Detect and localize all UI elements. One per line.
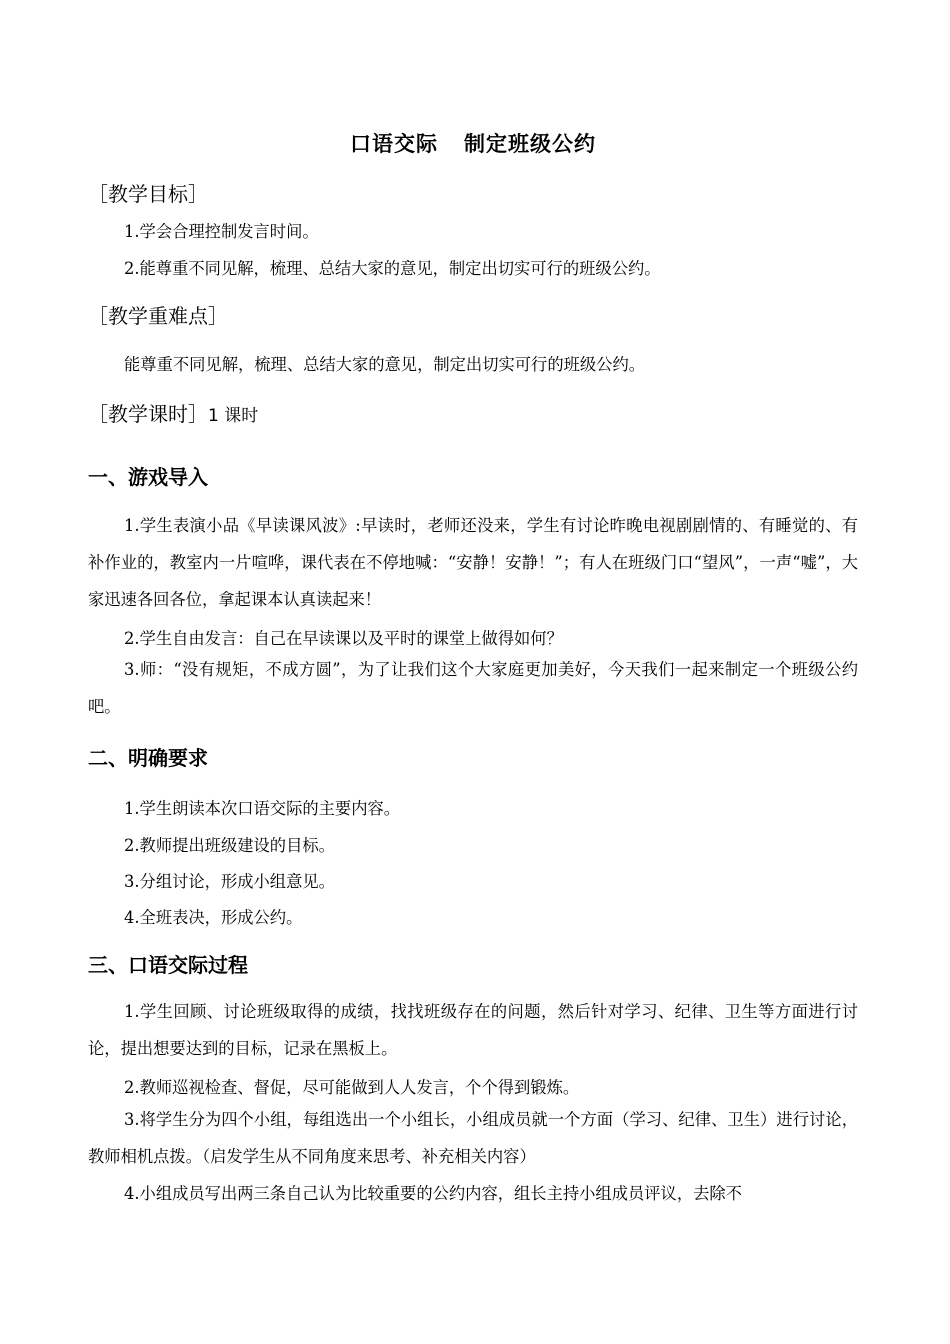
section-3-heading: 三、口语交际过程: [88, 953, 248, 977]
section-2-item-1: 1.学生朗读本次口语交际的主要内容。: [124, 799, 401, 818]
section-3-paragraph-3: 3.将学生分为四个小组，每组选出一个小组长，小组成员就一个方面（学习、纪律、卫生）进行讨论，教师相机点拨。（启发学生从不同角度来思考、补充相关内容）: [88, 1110, 858, 1166]
title-part-1: 口语交际: [350, 132, 438, 156]
goal-item-1: 1.学会合理控制发言时间。: [124, 222, 319, 241]
section-1-heading: 一、游戏导入: [88, 465, 208, 489]
goals-label: ［教学目标］: [88, 182, 208, 206]
section-2-item-3: 3.分组讨论，形成小组意见。: [124, 872, 335, 891]
section-2-item-2: 2.教师提出班级建设的目标。: [124, 836, 335, 855]
section-1-paragraph-2: 2.学生自由发言：自己在早读课以及平时的课堂上做得如何？: [124, 629, 563, 648]
section-2-item-4: 4.全班表决，形成公约。: [124, 908, 303, 927]
document-title: [88, 128, 858, 158]
section-2-heading: 二、明确要求: [88, 746, 208, 770]
title-part-2: 制定班级公约: [464, 132, 596, 156]
section-1-paragraph-1: 1.学生表演小品《早读课风波》:早读时，老师还没来，学生有讨论昨晚电视剧剧情的、有睡觉的、有补作业的，教室内一片喧哗，课代表在不停地喊：“安静！安静！”；有人在班级门口“望风”，一声“嘘”，大家迅速各回各位，拿起课本认真读起来！: [88, 516, 858, 609]
section-3-paragraph-4: 4.小组成员写出两三条自己认为比较重要的公约内容，组长主持小组成员评议，去除不: [124, 1184, 742, 1203]
class-hours-row: [88, 398, 258, 427]
goal-item-2: 2.能尊重不同见解，梳理、总结大家的意见，制定出切实可行的班级公约。: [124, 259, 661, 278]
key-points-label: ［教学重难点］: [88, 304, 228, 328]
class-hours-value: 1 课时: [208, 406, 259, 426]
section-3-paragraph-2: 2.教师巡视检查、督促，尽可能做到人人发言，个个得到锻炼。: [124, 1078, 580, 1097]
section-1-paragraph-3: 3.师：“没有规矩，不成方圆”，为了让我们这个大家庭更加美好，今天我们一起来制定一个班级公约吧。: [88, 660, 858, 716]
key-points-text: 能尊重不同见解，梳理、总结大家的意见，制定出切实可行的班级公约。: [124, 355, 646, 374]
section-3-paragraph-1: 1.学生回顾、讨论班级取得的成绩，找找班级存在的问题，然后针对学习、纪律、卫生等方面进行讨论，提出想要达到的目标，记录在黑板上。: [88, 1002, 858, 1058]
class-hours-label: ［教学课时］: [88, 402, 208, 426]
